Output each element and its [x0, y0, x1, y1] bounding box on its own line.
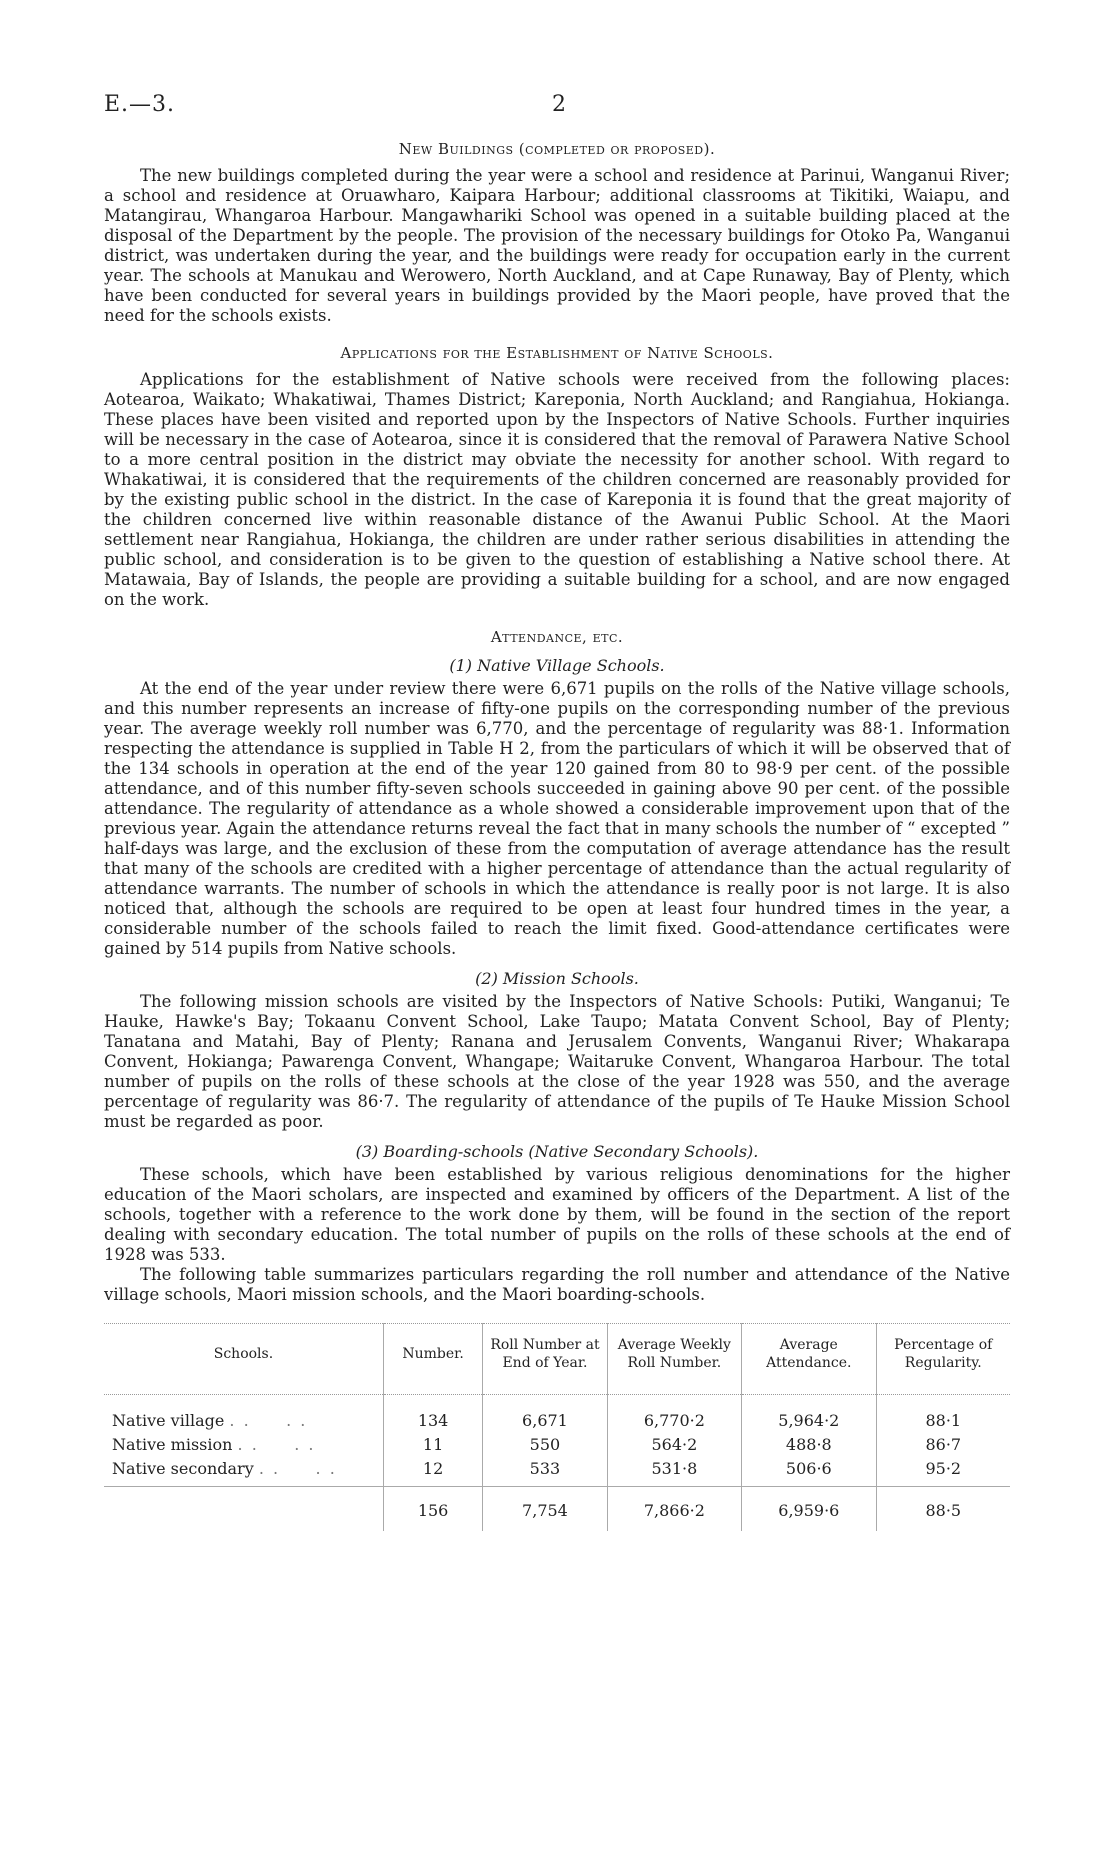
table-header-row — [104, 1324, 1010, 1395]
section-heading-new-buildings: New Buildings (completed or proposed). — [398, 140, 716, 158]
cell-pct-regularity: 88·1 — [876, 1395, 1010, 1433]
cell-roll-end: 533 — [483, 1456, 607, 1480]
cell-pct-regularity: 95·2 — [876, 1456, 1010, 1480]
total-avg-attendance: 6,959·6 — [742, 1487, 876, 1532]
cell-avg-attendance: 488·8 — [742, 1432, 876, 1456]
leader-dots: . . . . — [258, 1458, 337, 1478]
header-pct-regularity: Percentage of Regularity. — [876, 1324, 1010, 1395]
table-row — [104, 1456, 1010, 1480]
subheading-boarding-schools: (3) Boarding-schools (Native Secondary Schools). — [355, 1142, 759, 1161]
section-heading-attendance: Attendance, etc. — [490, 628, 624, 646]
row-school-label: Native mission — [112, 1434, 233, 1454]
section-heading-applications: Applications for the Establishment of Native Schools. — [340, 344, 774, 362]
paragraph-mission-schools: The following mission schools are visited by the Inspectors of Native Schools: Putiki, Wanganui; Te Hauke, Hawke's Bay; Tokaanu Convent School, Lake Taupo; Matata Convent School, Bay of Plenty; Tanatana and Matahi, Bay of Plenty; Ranana and Jerusalem Convents, Wanganui River; Whakarapa Convent, Hokianga; Pawarenga Convent, Whangape; Waitaruke Convent, Whangaroa Harbour. The total number of pupils on the rolls of these schools at the close of the year 1928 was 550, and the average percentage of regularity was 86·7. The regularity of attendance of the pupils of Te Hauke Mission School must be regarded as poor. — [104, 992, 1010, 1131]
header-schools: Schools. — [104, 1324, 383, 1395]
paragraph-new-buildings: The new buildings completed during the year were a school and residence at Parinui, Wanganui River; a school and residence at Oruawharo, Kaipara Harbour; additional classrooms at Tikitiki, Waiapu, and Matangirau, Whangaroa Harbour. Mangawhariki School was opened in a suitable building placed at the disposal of the Department by the people. The provision of the necessary buildings for Otoko Pa, Wanganui district, was undertaken during the year, and the buildings were ready for occupation early in the current year. The schools at Manukau and Werowero, North Auckland, and at Cape Runaway, Bay of Plenty, which have been conducted for several years in buildings provided by the Maori people, have proved that the need for the schools exists. — [104, 166, 1010, 325]
total-pct-regularity: 88·5 — [876, 1487, 1010, 1532]
cell-number: 11 — [383, 1432, 482, 1456]
cell-avg-attendance: 5,964·2 — [742, 1395, 876, 1433]
page-number: 2 — [552, 92, 566, 117]
report-reference: E.—3. — [104, 92, 176, 117]
paragraph-table-intro: The following table summarizes particulars regarding the roll number and attendance of the Native village schools, Maori mission schools, and the Maori boarding-schools. — [104, 1265, 1010, 1304]
row-school-label: Native secondary — [112, 1458, 254, 1478]
cell-pct-regularity: 86·7 — [876, 1432, 1010, 1456]
paragraph-applications: Applications for the establishment of Native schools were received from the following places: Aotearoa, Waikato; Whakatiwai, Thames District; Kareponia, North Auckland; and Rangiahua, Hokianga. These places have been visited and reported upon by the Inspectors of Native Schools. Further inquiries will be necessary in the case of Aotearoa, since it is considered that the removal of Parawera Native School to a more central position in the district may obviate the necessity for another school. With regard to Whakatiwai, it is considered that the requirements of the children concerned are reasonably provided for by the existing public school in the district. In the case of Kareponia it is found that the great majority of the children concerned live within reasonable distance of the Awanui Public School. At the Maori settlement near Rangiahua, Hokianga, the children are under rather serious disabilities in attending the public school, and consideration is to be given to the question of establishing a Native school there. At Matawaia, Bay of Islands, the people are providing a suitable building for a school, and are now engaged on the work. — [104, 370, 1010, 609]
paragraph-boarding-schools: These schools, which have been established by various religious denominations for the higher education of the Maori scholars, are inspected and examined by officers of the Department. A list of the schools, together with a reference to the work done by them, will be found in the section of the report dealing with secondary education. The total number of pupils on the rolls of these schools at the end of 1928 was 533. — [104, 1165, 1010, 1264]
subheading-mission-schools: (2) Mission Schools. — [475, 969, 639, 988]
total-avg-weekly: 7,866·2 — [607, 1487, 741, 1532]
header-avg-weekly: Average Weekly Roll Number. — [607, 1324, 741, 1395]
table-row — [104, 1432, 1010, 1456]
subheading-village-schools: (1) Native Village Schools. — [449, 656, 665, 675]
total-number: 156 — [383, 1487, 482, 1532]
leader-dots: . . . . — [229, 1410, 308, 1430]
paragraph-village-schools: At the end of the year under review there were 6,671 pupils on the rolls of the Native village schools, and this number represents an increase of fifty-one pupils on the corresponding number of the previous year. The average weekly roll number was 6,770, and the percentage of regularity was 88·1. Information respecting the attendance is supplied in Table H 2, from the particulars of which it will be observed that of the 134 schools in operation at the end of the year 120 gained from 80 to 98·9 per cent. of the possible attendance, and of this number fifty-seven schools succeeded in gaining above 90 per cent. of the possible attendance. The regularity of attendance as a whole showed a considerable improvement upon that of the previous year. Again the attendance returns reveal the fact that in many schools the number of “ excepted ” half-days was large, and the exclusion of these from the computation of average attendance has the result that many of the schools are credited with a higher percentage of attendance than the actual regularity of attendance warrants. The number of schools in which the attendance is really poor is not large. It is also noticed that, although the schools are required to be open at least four hundred times in the year, a considerable number of the schools failed to reach the limit fixed. Good-attendance certificates were gained by 514 pupils from Native schools. — [104, 679, 1010, 958]
attendance-table — [104, 1323, 1010, 1531]
cell-roll-end: 550 — [483, 1432, 607, 1456]
header-number: Number. — [383, 1324, 482, 1395]
total-roll-end: 7,754 — [483, 1487, 607, 1532]
table-row — [104, 1395, 1010, 1433]
cell-avg-weekly: 6,770·2 — [607, 1395, 741, 1433]
cell-avg-weekly: 531·8 — [607, 1456, 741, 1480]
header-avg-attendance: Average Attendance. — [742, 1324, 876, 1395]
cell-number: 12 — [383, 1456, 482, 1480]
table-total-row — [104, 1487, 1010, 1532]
page-content — [104, 140, 1010, 1531]
cell-number: 134 — [383, 1395, 482, 1433]
cell-avg-weekly: 564·2 — [607, 1432, 741, 1456]
header-roll-end: Roll Number at End of Year. — [483, 1324, 607, 1395]
cell-roll-end: 6,671 — [483, 1395, 607, 1433]
cell-avg-attendance: 506·6 — [742, 1456, 876, 1480]
row-school-label: Native village — [112, 1410, 225, 1430]
leader-dots: . . . . — [237, 1434, 316, 1454]
